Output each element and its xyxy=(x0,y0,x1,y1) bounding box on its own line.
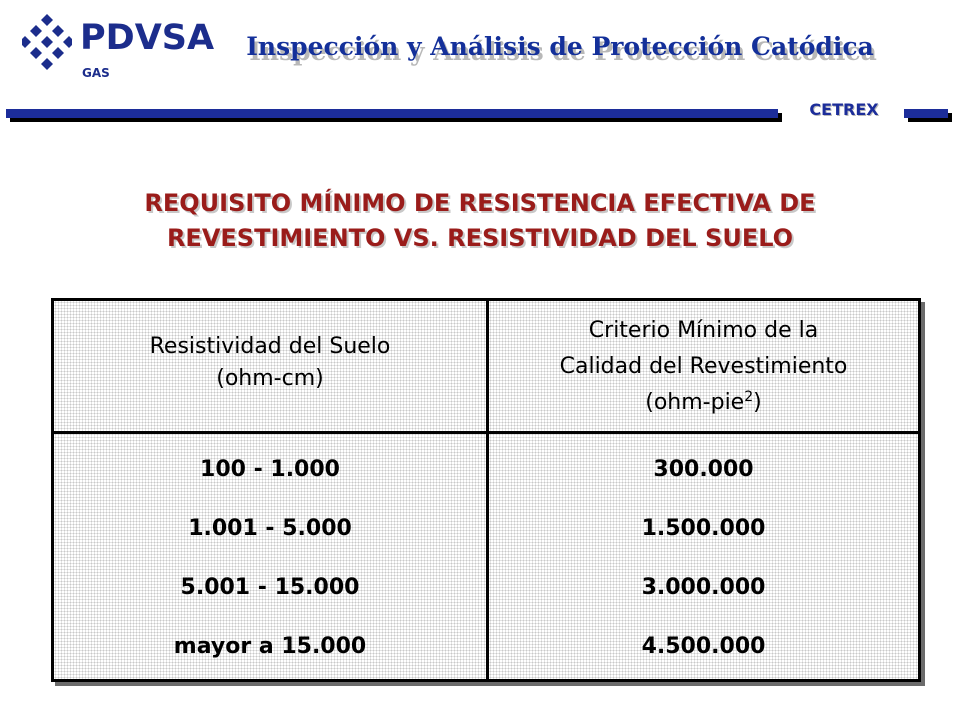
resistividad-value: mayor a 15.000 xyxy=(173,634,367,659)
pdvsa-logo xyxy=(22,14,222,84)
resistividad-column xyxy=(54,449,486,685)
header-title: Inspección y Análisis de Protección Catódica xyxy=(246,32,874,61)
resistividad-value: 5.001 - 15.000 xyxy=(180,575,360,600)
header-rule-end xyxy=(904,109,948,118)
criterio-column xyxy=(489,449,918,685)
slide-heading-line-1: REQUISITO MÍNIMO DE RESISTENCIA EFECTIVA DE xyxy=(144,189,816,217)
logo-wordmark: PDVSA xyxy=(80,18,215,58)
criterio-value: 300.000 xyxy=(653,457,754,482)
header-tag: CETREX xyxy=(809,100,879,119)
column-header-resistividad-line-2: (ohm-cm) xyxy=(216,366,324,391)
slide-heading-line-2: REVESTIMIENTO VS. RESISTIVIDAD DEL SUELO xyxy=(166,224,794,252)
criterio-value: 1.500.000 xyxy=(641,516,766,541)
column-header-criterio-line-3 xyxy=(489,385,918,421)
column-header-criterio-line-2: Calidad del Revestimiento xyxy=(559,354,848,379)
logo-subtitle: GAS xyxy=(82,66,110,80)
criterio-value: 3.000.000 xyxy=(641,575,766,600)
unit-close: ) xyxy=(753,390,762,415)
criterio-value: 4.500.000 xyxy=(641,634,766,659)
column-header-resistividad xyxy=(54,331,486,395)
header-rule xyxy=(6,109,778,118)
unit-text: (ohm-pie xyxy=(645,390,745,415)
pdvsa-emblem-icon xyxy=(22,14,72,70)
resistividad-value: 1.001 - 5.000 xyxy=(188,516,352,541)
requirements-table xyxy=(51,298,921,682)
column-header-resistividad-line-1: Resistividad del Suelo xyxy=(149,334,391,359)
slide-heading xyxy=(40,186,920,256)
column-header-criterio-line-1: Criterio Mínimo de la xyxy=(588,318,819,343)
resistividad-value: 100 - 1.000 xyxy=(200,457,340,482)
unit-superscript: 2 xyxy=(744,389,754,405)
column-header-criterio xyxy=(489,313,918,421)
